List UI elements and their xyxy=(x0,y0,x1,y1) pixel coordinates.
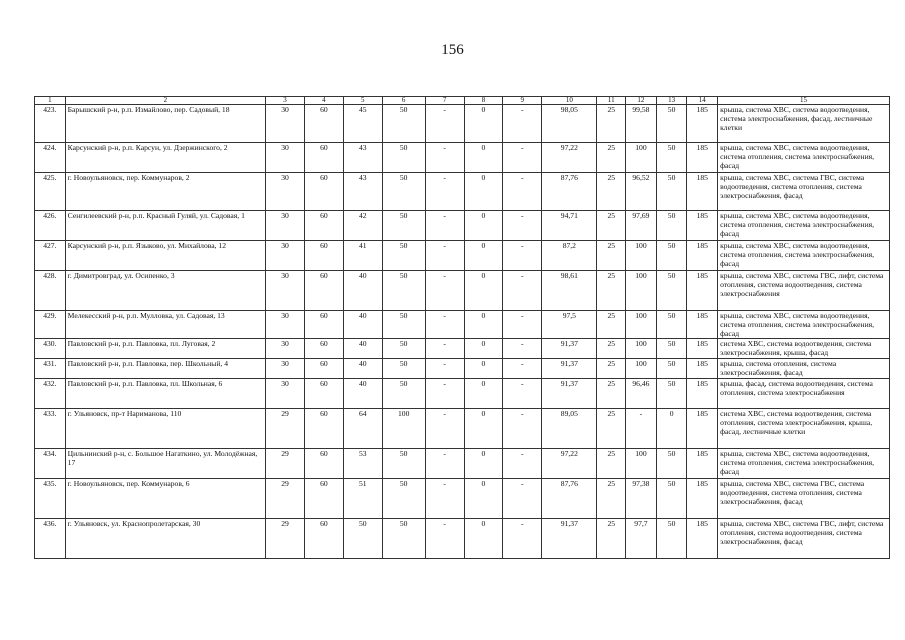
table-cell: 40 xyxy=(343,311,382,339)
table-cell: крыша, система ХВС, система ГВС, система водоотведения, система отопления, система электроснабжения, фасад xyxy=(718,479,890,519)
table-cell: крыша, система ХВС, система водоотведения, система отопления, система электроснабжения, фасад xyxy=(718,211,890,241)
table-cell: 25 xyxy=(597,449,626,479)
table-cell: - xyxy=(425,271,464,311)
table-cell: 0 xyxy=(464,105,503,143)
table-cell: 60 xyxy=(304,311,343,339)
table-cell: 91,37 xyxy=(542,519,597,559)
table-cell: 60 xyxy=(304,359,343,379)
table-cell: 50 xyxy=(656,379,687,409)
table-cell: 50 xyxy=(382,173,425,211)
table-cell: Мелекесский р-н, р.п. Мулловка, ул. Садовая, 13 xyxy=(65,311,265,339)
table-row xyxy=(35,479,890,519)
table-cell: - xyxy=(503,359,542,379)
table-cell: 425. xyxy=(35,173,66,211)
column-header: 3 xyxy=(266,97,305,105)
table-cell: 0 xyxy=(464,143,503,173)
table-cell: 50 xyxy=(382,211,425,241)
table-cell: 0 xyxy=(464,271,503,311)
table-row xyxy=(35,409,890,449)
column-header: 6 xyxy=(382,97,425,105)
table-cell: система ХВС, система водоотведения, система отопления, система электроснабжения, крыша, фасад, лестничные клетки xyxy=(718,409,890,449)
table-row xyxy=(35,311,890,339)
table-cell: Цильнинский р-н, с. Большое Нагаткино, ул. Молодёжная, 17 xyxy=(65,449,265,479)
table-cell: 29 xyxy=(266,519,305,559)
table-cell: крыша, система ХВС, система водоотведения, система отопления, система электроснабжения, фасад xyxy=(718,241,890,271)
table-row xyxy=(35,519,890,559)
table-cell: 60 xyxy=(304,519,343,559)
table-cell: 97,22 xyxy=(542,449,597,479)
table-cell: 185 xyxy=(687,519,718,559)
column-header: 2 xyxy=(65,97,265,105)
table-cell: 25 xyxy=(597,173,626,211)
table-cell: 50 xyxy=(656,311,687,339)
table-body xyxy=(35,105,890,559)
table-cell: 185 xyxy=(687,409,718,449)
table-cell: 185 xyxy=(687,379,718,409)
table-row xyxy=(35,241,890,271)
table-cell: 0 xyxy=(464,211,503,241)
column-header: 1 xyxy=(35,97,66,105)
column-header: 14 xyxy=(687,97,718,105)
table-cell: 185 xyxy=(687,479,718,519)
table-cell: 98,61 xyxy=(542,271,597,311)
table-cell: 30 xyxy=(266,143,305,173)
table-cell: - xyxy=(425,143,464,173)
table-cell: 25 xyxy=(597,409,626,449)
table-cell: 25 xyxy=(597,311,626,339)
table-cell: крыша, система ХВС, система водоотведения, система электроснабжения, фасад, лестничные клетки xyxy=(718,105,890,143)
table-cell: 30 xyxy=(266,311,305,339)
table-cell: 30 xyxy=(266,379,305,409)
table-cell: 60 xyxy=(304,271,343,311)
table-cell: 433. xyxy=(35,409,66,449)
column-header: 11 xyxy=(597,97,626,105)
table-cell: - xyxy=(503,409,542,449)
table-cell: 40 xyxy=(343,359,382,379)
table-cell: 60 xyxy=(304,105,343,143)
table-cell: 0 xyxy=(464,479,503,519)
table-cell: 0 xyxy=(464,449,503,479)
table-cell: 431. xyxy=(35,359,66,379)
table-cell: 97,38 xyxy=(626,479,657,519)
table-cell: 25 xyxy=(597,519,626,559)
table-cell: 87,76 xyxy=(542,173,597,211)
table-cell: - xyxy=(503,241,542,271)
table-cell: 100 xyxy=(626,359,657,379)
table-cell: г. Димитровград, ул. Осипенко, 3 xyxy=(65,271,265,311)
table-cell: 50 xyxy=(656,211,687,241)
table-cell: 30 xyxy=(266,339,305,359)
table-cell: 185 xyxy=(687,211,718,241)
table-cell: - xyxy=(503,271,542,311)
table-cell: 0 xyxy=(464,173,503,211)
table-cell: 50 xyxy=(382,241,425,271)
table-cell: 432. xyxy=(35,379,66,409)
column-header: 9 xyxy=(503,97,542,105)
table-cell: 100 xyxy=(626,143,657,173)
table-cell: 97,7 xyxy=(626,519,657,559)
table-cell: 53 xyxy=(343,449,382,479)
table-cell: 50 xyxy=(382,519,425,559)
table-cell: 428. xyxy=(35,271,66,311)
table-cell: 50 xyxy=(382,449,425,479)
table-cell: - xyxy=(503,379,542,409)
table-cell: 89,05 xyxy=(542,409,597,449)
table-cell: 185 xyxy=(687,311,718,339)
table-cell: 60 xyxy=(304,211,343,241)
table-row xyxy=(35,173,890,211)
table-cell: Карсунский р-н, р.п. Языково, ул. Михайлова, 12 xyxy=(65,241,265,271)
table-cell: 25 xyxy=(597,479,626,519)
table-cell: - xyxy=(503,479,542,519)
table-cell: 430. xyxy=(35,339,66,359)
table-cell: - xyxy=(425,519,464,559)
table-cell: 42 xyxy=(343,211,382,241)
table-cell: 435. xyxy=(35,479,66,519)
table-cell: 50 xyxy=(382,311,425,339)
table-cell: 30 xyxy=(266,105,305,143)
table-cell: - xyxy=(425,241,464,271)
table-cell: 41 xyxy=(343,241,382,271)
table-cell: г. Ульяновск, ул. Краснопролетарская, 30 xyxy=(65,519,265,559)
table-cell: - xyxy=(425,311,464,339)
table-cell: 98,05 xyxy=(542,105,597,143)
table-cell: 64 xyxy=(343,409,382,449)
table-cell: 97,5 xyxy=(542,311,597,339)
table-cell: Павловский р-н, р.п. Павловка, пл. Школьная, 6 xyxy=(65,379,265,409)
table-cell: 25 xyxy=(597,339,626,359)
table-cell: 50 xyxy=(656,105,687,143)
table-cell: 100 xyxy=(626,271,657,311)
table-cell: 424. xyxy=(35,143,66,173)
column-header: 4 xyxy=(304,97,343,105)
table-cell: крыша, система ХВС, система ГВС, система водоотведения, система отопления, система электроснабжения, фасад xyxy=(718,173,890,211)
table-cell: 96,52 xyxy=(626,173,657,211)
table-cell: 45 xyxy=(343,105,382,143)
table-cell: 43 xyxy=(343,173,382,211)
table-cell: Карсунский р-н, р.п. Карсун, ул. Дзержинского, 2 xyxy=(65,143,265,173)
table-cell: 97,69 xyxy=(626,211,657,241)
table-cell: 434. xyxy=(35,449,66,479)
table-cell: 50 xyxy=(382,379,425,409)
table-cell: 0 xyxy=(464,379,503,409)
table-cell: 60 xyxy=(304,241,343,271)
table-row xyxy=(35,105,890,143)
table-row xyxy=(35,359,890,379)
table-cell: 427. xyxy=(35,241,66,271)
column-number-row xyxy=(35,97,890,105)
table-cell: Сенгилеевский р-н, р.п. Красный Гуляй, ул. Садовая, 1 xyxy=(65,211,265,241)
table-cell: 0 xyxy=(464,311,503,339)
table-cell: 29 xyxy=(266,409,305,449)
table-cell: 60 xyxy=(304,339,343,359)
table-row xyxy=(35,379,890,409)
table-cell: 50 xyxy=(656,519,687,559)
table-cell: 185 xyxy=(687,241,718,271)
table-cell: 50 xyxy=(656,479,687,519)
table-cell: - xyxy=(425,359,464,379)
table-cell: 40 xyxy=(343,379,382,409)
table-cell: 0 xyxy=(464,409,503,449)
table-cell: - xyxy=(503,105,542,143)
column-header: 10 xyxy=(542,97,597,105)
table-cell: - xyxy=(503,339,542,359)
column-header: 15 xyxy=(718,97,890,105)
table-cell: 185 xyxy=(687,271,718,311)
column-header: 13 xyxy=(656,97,687,105)
table-cell: 100 xyxy=(626,449,657,479)
column-header: 12 xyxy=(626,97,657,105)
table-cell: 50 xyxy=(656,449,687,479)
table-row xyxy=(35,339,890,359)
table-cell: - xyxy=(503,519,542,559)
table-cell: 0 xyxy=(464,519,503,559)
table-cell: - xyxy=(425,479,464,519)
table-cell: 0 xyxy=(656,409,687,449)
table-cell: 50 xyxy=(382,271,425,311)
table-cell: 43 xyxy=(343,143,382,173)
table-cell: 50 xyxy=(343,519,382,559)
table-cell: 87,2 xyxy=(542,241,597,271)
table-cell: г. Ульяновск, пр-т Нариманова, 110 xyxy=(65,409,265,449)
table-row xyxy=(35,271,890,311)
table-cell: 100 xyxy=(626,311,657,339)
table-cell: 50 xyxy=(382,143,425,173)
table-cell: 50 xyxy=(382,479,425,519)
table-cell: 25 xyxy=(597,359,626,379)
table-cell: - xyxy=(425,449,464,479)
table-cell: крыша, фасад, система водоотведения, система отопления, система электроснабжения xyxy=(718,379,890,409)
table-cell: 99,58 xyxy=(626,105,657,143)
table-cell: 30 xyxy=(266,271,305,311)
table-cell: 25 xyxy=(597,271,626,311)
table-cell: 30 xyxy=(266,173,305,211)
table-cell: 50 xyxy=(656,339,687,359)
table-cell: 50 xyxy=(656,173,687,211)
table-cell: - xyxy=(503,173,542,211)
repair-register-table xyxy=(34,96,890,559)
table-cell: - xyxy=(425,379,464,409)
table-cell: крыша, система ХВС, система водоотведения, система отопления, система электроснабжения, фасад xyxy=(718,143,890,173)
table-cell: - xyxy=(503,211,542,241)
table-cell: 185 xyxy=(687,173,718,211)
table-cell: 60 xyxy=(304,143,343,173)
table-cell: 50 xyxy=(656,271,687,311)
table-cell: г. Новоульяновск, пер. Коммунаров, 6 xyxy=(65,479,265,519)
table-cell: 97,22 xyxy=(542,143,597,173)
table-cell: крыша, система отопления, система электроснабжения, фасад xyxy=(718,359,890,379)
table-cell: крыша, система ХВС, система водоотведения, система отопления, система электроснабжения, фасад xyxy=(718,311,890,339)
table-cell: 25 xyxy=(597,211,626,241)
table-cell: - xyxy=(503,143,542,173)
table-cell: 60 xyxy=(304,409,343,449)
table-cell: 50 xyxy=(382,105,425,143)
table-cell: 0 xyxy=(464,339,503,359)
column-header: 8 xyxy=(464,97,503,105)
table-cell: - xyxy=(425,105,464,143)
table-cell: Павловский р-н, р.п. Павловка, пл. Луговая, 2 xyxy=(65,339,265,359)
table-cell: - xyxy=(503,449,542,479)
table-cell: 185 xyxy=(687,105,718,143)
table-cell: 60 xyxy=(304,449,343,479)
table-cell: 185 xyxy=(687,449,718,479)
table-cell: 29 xyxy=(266,449,305,479)
table-cell: - xyxy=(425,409,464,449)
table-cell: 100 xyxy=(382,409,425,449)
table-cell: 91,37 xyxy=(542,339,597,359)
table-cell: 60 xyxy=(304,173,343,211)
table-cell: - xyxy=(425,173,464,211)
table-cell: 91,37 xyxy=(542,379,597,409)
table-cell: - xyxy=(626,409,657,449)
table-cell: 30 xyxy=(266,241,305,271)
table-cell: 25 xyxy=(597,143,626,173)
column-header: 5 xyxy=(343,97,382,105)
table-cell: 185 xyxy=(687,339,718,359)
table-cell: крыша, система ХВС, система ГВС, лифт, система отопления, система водоотведения, система электроснабжения, фасад xyxy=(718,519,890,559)
table-cell: 50 xyxy=(656,359,687,379)
table-cell: - xyxy=(425,339,464,359)
table-cell: 25 xyxy=(597,241,626,271)
table-cell: 100 xyxy=(626,339,657,359)
table-cell: - xyxy=(425,211,464,241)
table-cell: 100 xyxy=(626,241,657,271)
table-cell: 60 xyxy=(304,379,343,409)
table-cell: г. Новоульяновск, пер. Коммунаров, 2 xyxy=(65,173,265,211)
table-cell: 0 xyxy=(464,359,503,379)
table-cell: 50 xyxy=(656,143,687,173)
table-cell: 185 xyxy=(687,143,718,173)
column-header: 7 xyxy=(425,97,464,105)
table-cell: 25 xyxy=(597,379,626,409)
table-cell: 91,37 xyxy=(542,359,597,379)
table-cell: 96,46 xyxy=(626,379,657,409)
table-row xyxy=(35,449,890,479)
page-number: 156 xyxy=(441,42,464,58)
table-cell: 40 xyxy=(343,339,382,359)
table-cell: 51 xyxy=(343,479,382,519)
table-cell: 50 xyxy=(656,241,687,271)
table-cell: 60 xyxy=(304,479,343,519)
table-cell: 429. xyxy=(35,311,66,339)
table-cell: система ХВС, система водоотведения, система электроснабжения, крыша, фасад xyxy=(718,339,890,359)
table-cell: Барышский р-н, р.п. Измайлово, пер. Садовый, 18 xyxy=(65,105,265,143)
table-cell: 25 xyxy=(597,105,626,143)
table-cell: 426. xyxy=(35,211,66,241)
table-cell: Павловский р-н, р.п. Павловка, пер. Школьный, 4 xyxy=(65,359,265,379)
table-cell: 29 xyxy=(266,479,305,519)
table-cell: 94,71 xyxy=(542,211,597,241)
table-cell: 423. xyxy=(35,105,66,143)
table-cell: 40 xyxy=(343,271,382,311)
table-cell: 87,76 xyxy=(542,479,597,519)
table-cell: 0 xyxy=(464,241,503,271)
table-cell: 30 xyxy=(266,359,305,379)
table-row xyxy=(35,143,890,173)
table-cell: 436. xyxy=(35,519,66,559)
table-cell: 50 xyxy=(382,359,425,379)
table-row xyxy=(35,211,890,241)
table-cell: 30 xyxy=(266,211,305,241)
table-cell: 50 xyxy=(382,339,425,359)
table-cell: крыша, система ХВС, система водоотведения, система отопления, система электроснабжения, фасад xyxy=(718,449,890,479)
table-cell: - xyxy=(503,311,542,339)
table-cell: 185 xyxy=(687,359,718,379)
table-cell: крыша, система ХВС, система ГВС, лифт, система отопления, система водоотведения, система электроснабжения xyxy=(718,271,890,311)
